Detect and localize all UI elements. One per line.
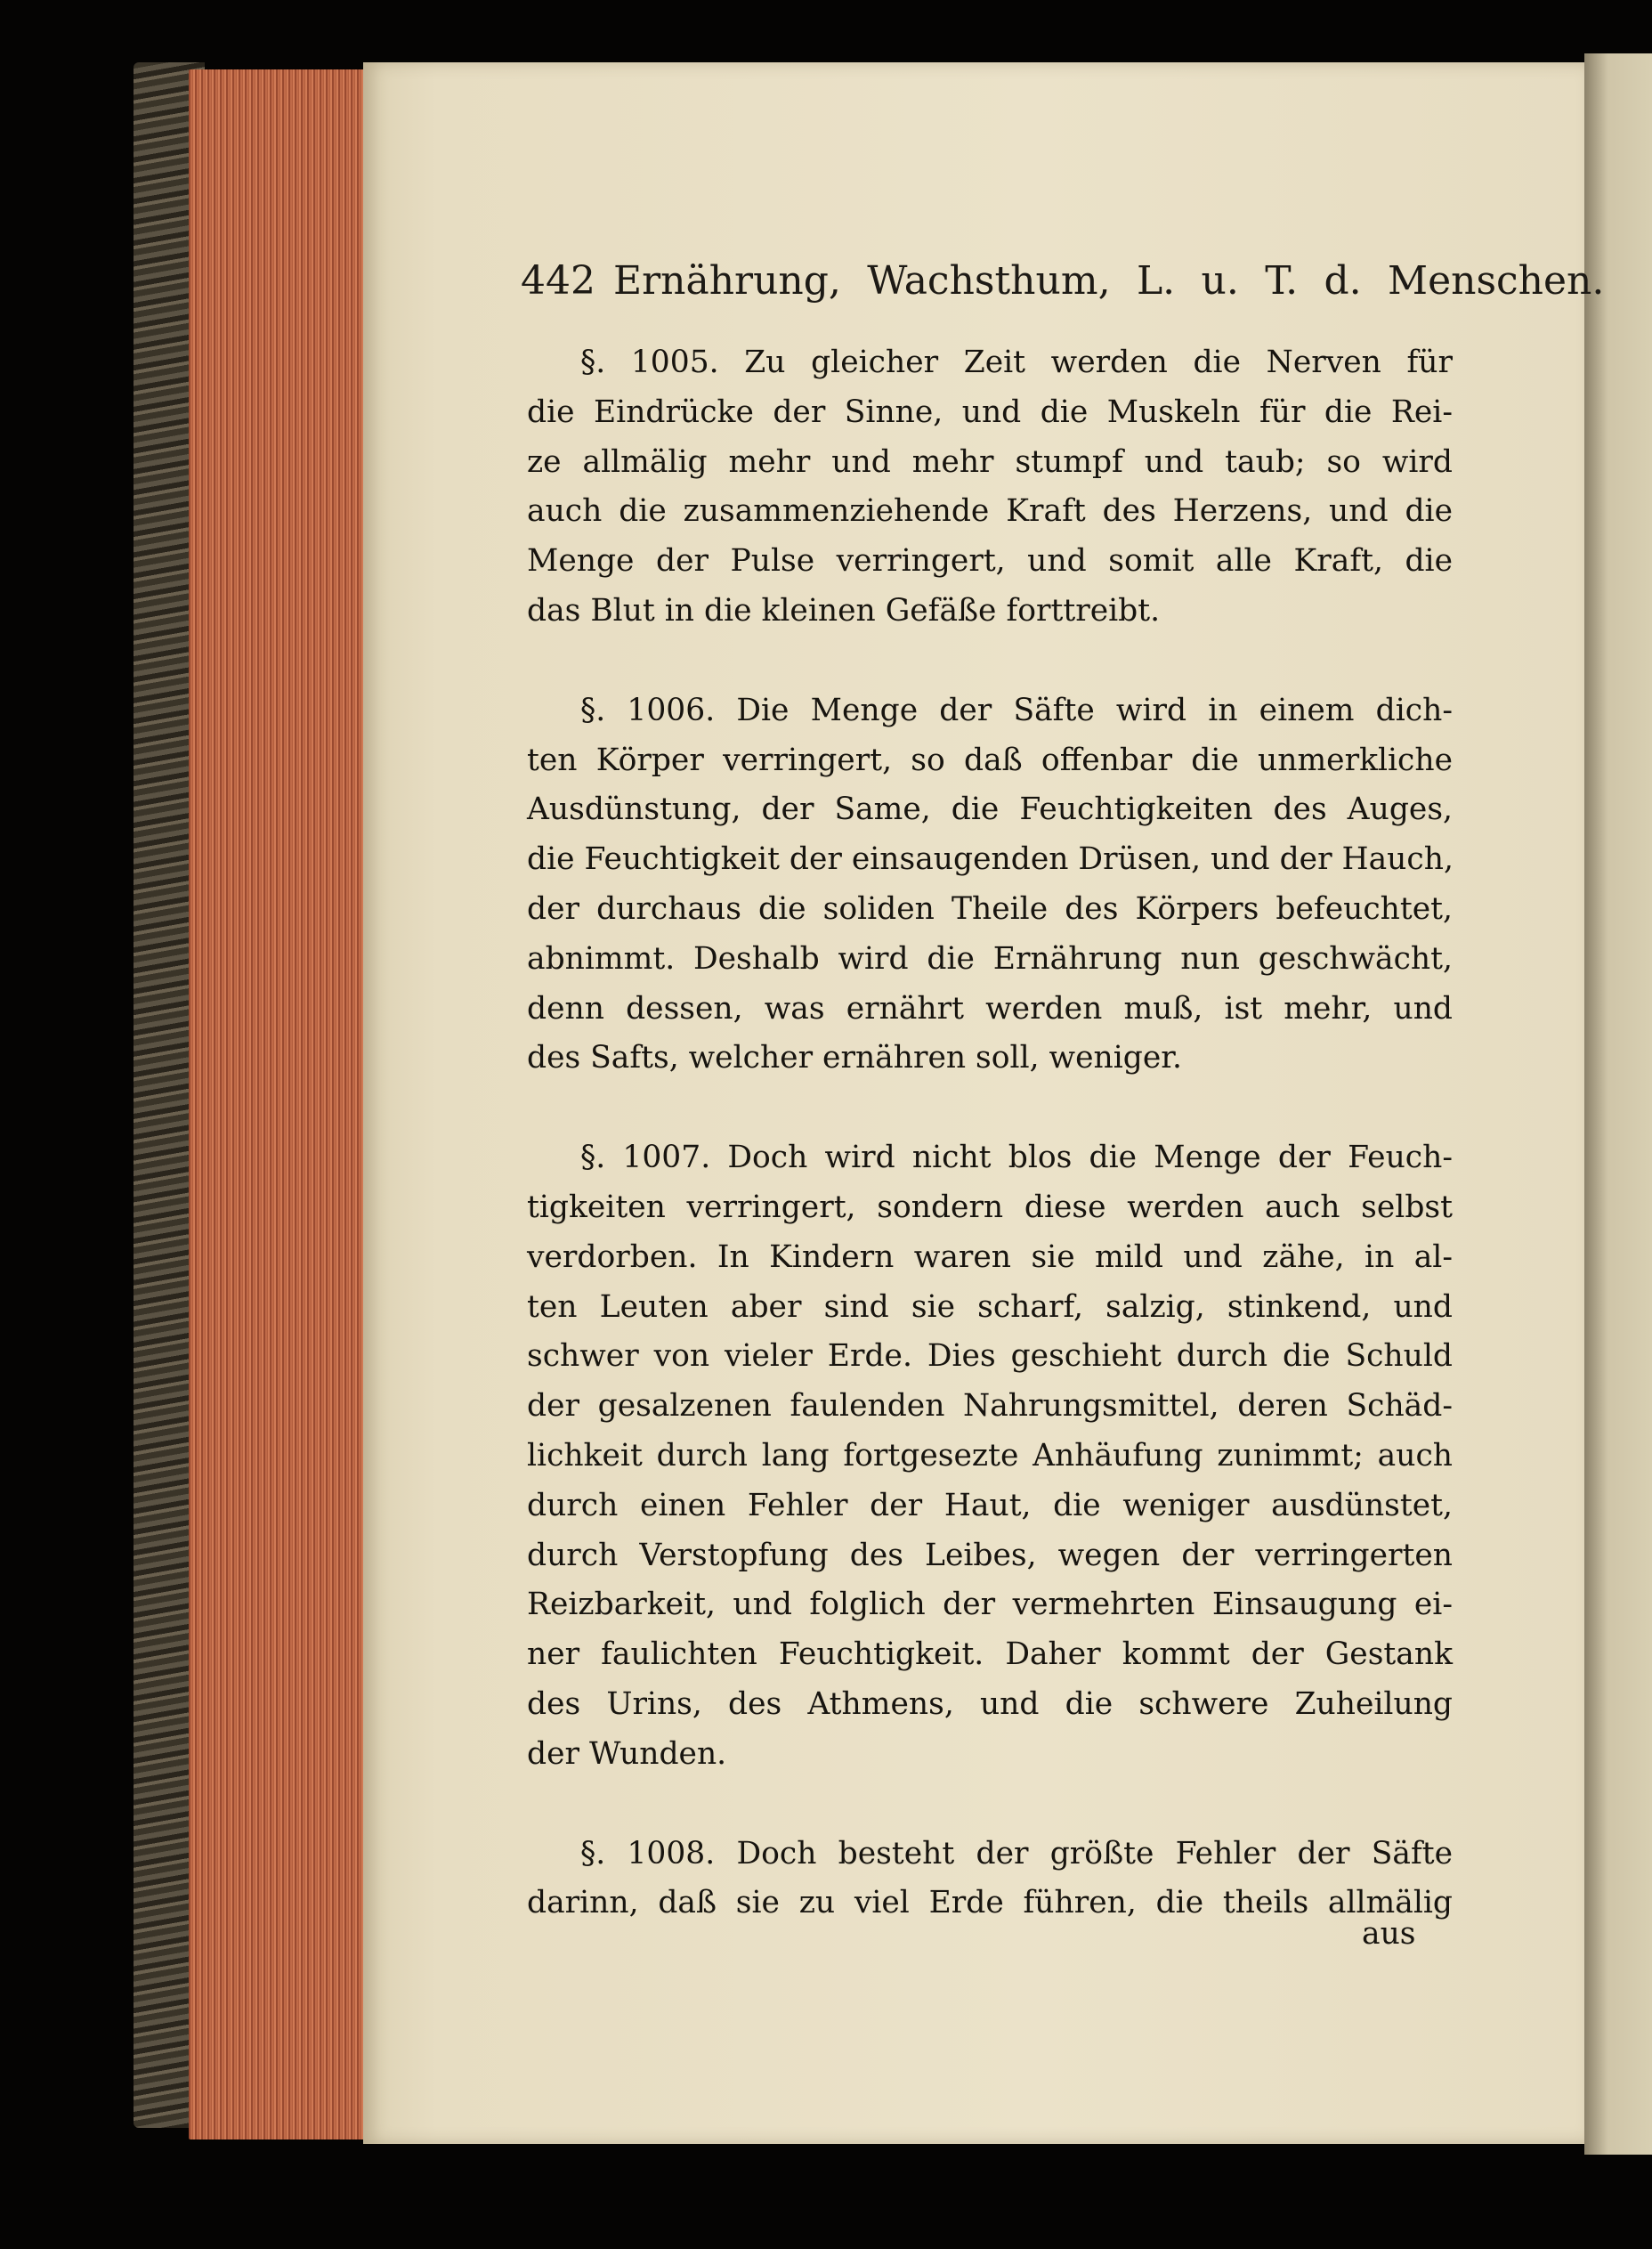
paragraph — [527, 1830, 1453, 1929]
text-line: auch die zusammenziehende Kraft des Herzens, und die — [527, 493, 1453, 530]
paragraph — [527, 338, 1453, 637]
text-line: Menge der Pulse verringert, und somit alle Kraft, die — [527, 543, 1453, 580]
paragraph — [527, 686, 1453, 1084]
text-line: darinn, daß sie zu viel Erde führen, die theils allmälig — [527, 1885, 1453, 1921]
body-text — [527, 338, 1453, 1928]
text-line: des Urins, des Athmens, und die schwere Zuheilung — [527, 1685, 1453, 1722]
catchword: aus — [1362, 1916, 1416, 1952]
paragraph-gap — [527, 637, 1453, 686]
page-number: 442 — [521, 258, 595, 304]
text-line: Reizbarkeit, und folglich der vermehrten Einsaugung ei- — [527, 1587, 1453, 1623]
paragraph — [527, 1133, 1453, 1779]
text-line: der durchaus die soliden Theile des Körpers befeuchtet, — [527, 890, 1453, 927]
text-line: ze allmälig mehr und mehr stumpf und taub; so wird — [527, 443, 1453, 480]
paragraph-gap — [527, 1780, 1453, 1830]
text-line: ten Leuten aber sind sie scharf, salzig, stinkend, und — [527, 1288, 1453, 1325]
text-line: die Feuchtigkeit der einsaugenden Drüsen, und der Hauch, — [527, 841, 1454, 878]
text-line: des Safts, welcher ernähren soll, weniger. — [527, 1040, 1182, 1076]
text-line: ner faulichten Feuchtigkeit. Daher kommt der Gestank — [527, 1636, 1453, 1673]
text-line: schwer von vieler Erde. Dies geschieht durch die Schuld — [527, 1338, 1453, 1375]
text-line: verdorben. In Kindern waren sie mild und zähe, in al- — [527, 1238, 1453, 1275]
text-line: der gesalzenen faulenden Nahrungsmittel, deren Schäd- — [527, 1388, 1453, 1425]
text-line: das Blut in die kleinen Gefäße forttreibt. — [527, 592, 1161, 629]
text-line: abnimmt. Deshalb wird die Ernährung nun geschwächt, — [527, 940, 1453, 977]
running-head — [521, 258, 1605, 304]
text-line: die Eindrücke der Sinne, und die Muskeln für die Rei- — [527, 394, 1453, 430]
text-line: durch Verstopfung des Leibes, wegen der verringerten — [527, 1537, 1453, 1573]
text-line: der Wunden. — [527, 1735, 727, 1772]
paragraph-gap — [527, 1084, 1453, 1133]
text-line: §. 1006. Die Menge der Säfte wird in einem dich- — [580, 692, 1453, 728]
text-line: §. 1007. Doch wird nicht blos die Menge der Feuch- — [580, 1140, 1453, 1176]
text-line: §. 1005. Zu gleicher Zeit werden die Nerven für — [580, 345, 1453, 380]
text-line: Ausdünstung, der Same, die Feuchtigkeiten des Auges, — [527, 792, 1453, 828]
text-line: durch einen Fehler der Haut, die weniger ausdünstet, — [527, 1487, 1453, 1523]
text-line: ten Körper verringert, so daß offenbar die unmerkliche — [527, 742, 1453, 778]
text-line: tigkeiten verringert, sondern diese werden auch selbst — [527, 1189, 1453, 1225]
text-line: lichkeit durch lang fortgesezte Anhäufung zunimmt; auch — [527, 1437, 1453, 1474]
page-block-edges — [189, 69, 367, 2139]
text-line: denn dessen, was ernährt werden muß, ist mehr, und — [527, 990, 1453, 1027]
text-line: §. 1008. Doch besteht der größte Fehler der Säfte — [580, 1835, 1453, 1871]
facing-page-edge — [1584, 53, 1652, 2155]
running-head-title: Ernährung, Wachsthum, L. u. T. d. Menschen. — [612, 258, 1605, 304]
